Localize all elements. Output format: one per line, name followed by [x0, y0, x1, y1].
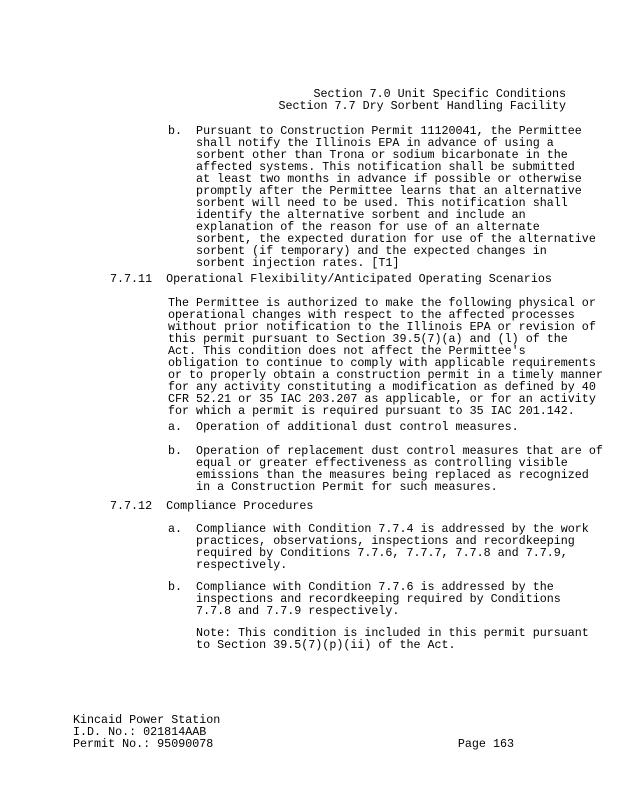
text-line: sorbent will need to be used. This notification shall	[168, 196, 568, 210]
text-line: b. Pursuant to Construction Permit 11120041, the Permittee	[168, 124, 582, 138]
section-7-7-11-heading: 7.7.11 Operational Flexibility/Anticipated Operating Scenarios	[110, 272, 552, 286]
page-number: Page 163	[457, 737, 514, 751]
footer-facility: Kincaid Power Station	[73, 713, 221, 727]
text-line: Act. This condition does not affect the Permittee's	[168, 344, 526, 358]
section-header: Section 7.0 Unit Specific Conditions	[313, 87, 566, 101]
text-line: this permit pursuant to Section 39.5(7)(a) and (l) of the	[168, 332, 568, 346]
text-line: operational changes with respect to the affected processes	[168, 308, 575, 322]
text-line: b. Compliance with Condition 7.7.6 is addressed by the	[168, 580, 554, 594]
section-7-7-12-heading: 7.7.12 Compliance Procedures	[110, 499, 314, 513]
text-line: respectively.	[168, 558, 288, 572]
text-line: shall notify the Illinois EPA in advance of using a	[168, 136, 554, 150]
text-line: at least two months in advance if possible or otherwise	[168, 172, 582, 186]
text-line: sorbent injection rates. [T1]	[168, 256, 400, 270]
text-line: b. Operation of replacement dust control measures that are of	[168, 444, 603, 458]
text-line: Note: This condition is included in this permit pursuant	[168, 626, 589, 640]
text-line: sorbent (if temporary) and the expected changes in	[168, 244, 547, 258]
text-line: CFR 52.21 or 35 IAC 203.207 as applicable, or for an activity	[168, 392, 596, 406]
text-line: to Section 39.5(7)(p)(ii) of the Act.	[168, 638, 456, 652]
text-line: 7.7.8 and 7.7.9 respectively.	[168, 604, 400, 618]
text-line: explanation of the reason for use of an alternate	[168, 220, 540, 234]
list-item-a: a. Operation of additional dust control measures.	[168, 420, 519, 434]
text-line: for any activity constituting a modification as defined by 40	[168, 380, 596, 394]
text-line: or to properly obtain a construction permit in a timely manner	[168, 368, 603, 382]
text-line: identify the alternative sorbent and include an	[168, 208, 526, 222]
text-line: obligation to continue to comply with applicable requirements	[168, 356, 596, 370]
text-line: without prior notification to the Illinois EPA or revision of	[168, 320, 596, 334]
text-line: sorbent, the expected duration for use of the alternative	[168, 232, 596, 246]
text-line: promptly after the Permittee learns that an alternative	[168, 184, 582, 198]
subsection-header: Section 7.7 Dry Sorbent Handling Facility	[278, 99, 566, 113]
text-line: required by Conditions 7.7.6, 7.7.7, 7.7.8 and 7.7.9,	[168, 546, 568, 560]
footer-permit-no: Permit No.: 95090078	[73, 737, 214, 751]
text-line: affected systems. This notification shall be submitted	[168, 160, 575, 174]
footer-id-no: I.D. No.: 021814AAB	[73, 725, 207, 739]
text-line: a. Compliance with Condition 7.7.4 is addressed by the work	[168, 522, 589, 536]
text-line: practices, observations, inspections and recordkeeping	[168, 534, 575, 548]
text-line: equal or greater effectiveness as controlling visible	[168, 456, 568, 470]
text-line: emissions than the measures being replaced as recognized	[168, 468, 589, 482]
text-line: The Permittee is authorized to make the following physical or	[168, 296, 596, 310]
text-line: for which a permit is required pursuant to 35 IAC 201.142.	[168, 404, 575, 418]
text-line: sorbent other than Trona or sodium bicarbonate in the	[168, 148, 568, 162]
text-line: in a Construction Permit for such measures.	[168, 480, 498, 494]
text-line: inspections and recordkeeping required by Conditions	[168, 592, 561, 606]
